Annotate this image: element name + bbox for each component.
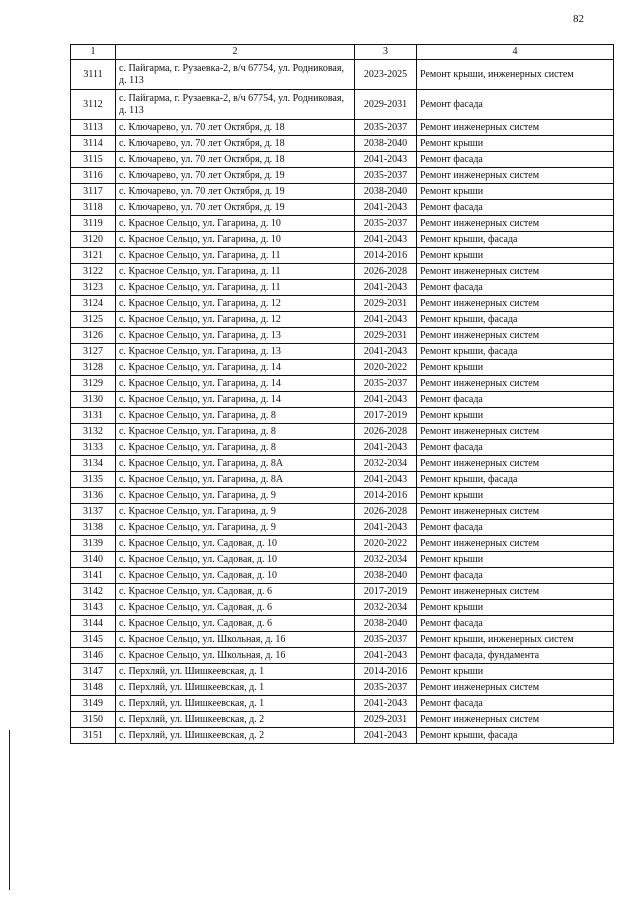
period-cell: 2038-2040: [355, 616, 417, 632]
table-row: [71, 712, 614, 728]
table-row: [71, 232, 614, 248]
table-row: [71, 520, 614, 536]
row-number-cell: 3119: [71, 216, 116, 232]
address-cell: с. Ключарево, ул. 70 лет Октября, д. 18: [116, 152, 355, 168]
period-cell: 2038-2040: [355, 136, 417, 152]
period-cell: 2014-2016: [355, 488, 417, 504]
row-number-cell: 3136: [71, 488, 116, 504]
period-cell: 2017-2019: [355, 408, 417, 424]
row-number-cell: 3150: [71, 712, 116, 728]
table-row: [71, 696, 614, 712]
address-cell: с. Красное Сельцо, ул. Гагарина, д. 12: [116, 296, 355, 312]
row-number-cell: 3126: [71, 328, 116, 344]
works-cell: Ремонт инженерных систем: [417, 168, 614, 184]
table-row: [71, 568, 614, 584]
table-row: [71, 408, 614, 424]
address-cell: с. Ключарево, ул. 70 лет Октября, д. 19: [116, 168, 355, 184]
period-cell: 2029-2031: [355, 296, 417, 312]
address-cell: с. Красное Сельцо, ул. Садовая, д. 6: [116, 600, 355, 616]
table-row: [71, 328, 614, 344]
row-number-cell: 3131: [71, 408, 116, 424]
table-row: [71, 376, 614, 392]
table-row: [71, 680, 614, 696]
works-cell: Ремонт инженерных систем: [417, 376, 614, 392]
row-number-cell: 3113: [71, 120, 116, 136]
period-cell: 2014-2016: [355, 248, 417, 264]
table-row: [71, 552, 614, 568]
table-row: [71, 152, 614, 168]
table-header: [71, 45, 614, 60]
row-number-cell: 3130: [71, 392, 116, 408]
row-number-cell: 3147: [71, 664, 116, 680]
works-cell: Ремонт крыши, фасада: [417, 312, 614, 328]
period-cell: 2020-2022: [355, 536, 417, 552]
address-cell: с. Красное Сельцо, ул. Гагарина, д. 13: [116, 344, 355, 360]
address-cell: с. Ключарево, ул. 70 лет Октября, д. 18: [116, 136, 355, 152]
row-number-cell: 3128: [71, 360, 116, 376]
period-cell: 2041-2043: [355, 152, 417, 168]
row-number-cell: 3134: [71, 456, 116, 472]
row-number-cell: 3137: [71, 504, 116, 520]
address-cell: с. Красное Сельцо, ул. Садовая, д. 10: [116, 568, 355, 584]
period-cell: 2014-2016: [355, 664, 417, 680]
address-cell: с. Красное Сельцо, ул. Школьная, д. 16: [116, 648, 355, 664]
address-cell: с. Красное Сельцо, ул. Гагарина, д. 8А: [116, 456, 355, 472]
address-cell: с. Красное Сельцо, ул. Гагарина, д. 8: [116, 440, 355, 456]
row-number-cell: 3121: [71, 248, 116, 264]
period-cell: 2041-2043: [355, 696, 417, 712]
table-row: [71, 248, 614, 264]
period-cell: 2032-2034: [355, 456, 417, 472]
table-row: [71, 296, 614, 312]
address-cell: с. Красное Сельцо, ул. Гагарина, д. 8: [116, 408, 355, 424]
address-cell: с. Красное Сельцо, ул. Гагарина, д. 8: [116, 424, 355, 440]
period-cell: 2017-2019: [355, 584, 417, 600]
row-number-cell: 3114: [71, 136, 116, 152]
works-cell: Ремонт фасада: [417, 440, 614, 456]
address-cell: с. Красное Сельцо, ул. Гагарина, д. 14: [116, 360, 355, 376]
period-cell: 2026-2028: [355, 424, 417, 440]
period-cell: 2035-2037: [355, 168, 417, 184]
period-cell: 2029-2031: [355, 712, 417, 728]
address-cell: с. Перхляй, ул. Шишкеевская, д. 1: [116, 696, 355, 712]
table-row: [71, 344, 614, 360]
table-row: [71, 440, 614, 456]
works-cell: Ремонт крыши: [417, 360, 614, 376]
period-cell: 2041-2043: [355, 520, 417, 536]
period-cell: 2035-2037: [355, 376, 417, 392]
works-cell: Ремонт инженерных систем: [417, 536, 614, 552]
works-cell: Ремонт инженерных систем: [417, 328, 614, 344]
period-cell: 2041-2043: [355, 312, 417, 328]
table-row: [71, 584, 614, 600]
works-cell: Ремонт крыши: [417, 664, 614, 680]
table-row: [71, 60, 614, 90]
table-row: [71, 536, 614, 552]
table-row: [71, 504, 614, 520]
address-cell: с. Красное Сельцо, ул. Садовая, д. 6: [116, 616, 355, 632]
row-number-cell: 3127: [71, 344, 116, 360]
table-row: [71, 456, 614, 472]
address-cell: с. Красное Сельцо, ул. Гагарина, д. 11: [116, 280, 355, 296]
works-cell: Ремонт инженерных систем: [417, 712, 614, 728]
address-cell: с. Красное Сельцо, ул. Гагарина, д. 14: [116, 392, 355, 408]
period-cell: 2041-2043: [355, 200, 417, 216]
table-row: [71, 616, 614, 632]
works-cell: Ремонт инженерных систем: [417, 584, 614, 600]
header-row: [71, 45, 614, 60]
works-cell: Ремонт фасада: [417, 90, 614, 120]
row-number-cell: 3138: [71, 520, 116, 536]
row-number-cell: 3115: [71, 152, 116, 168]
page-number: 82: [573, 13, 584, 25]
works-cell: Ремонт крыши: [417, 552, 614, 568]
address-cell: с. Красное Сельцо, ул. Гагарина, д. 9: [116, 520, 355, 536]
table-row: [71, 120, 614, 136]
table-row: [71, 392, 614, 408]
period-cell: 2026-2028: [355, 504, 417, 520]
period-cell: 2029-2031: [355, 328, 417, 344]
row-number-cell: 3140: [71, 552, 116, 568]
period-cell: 2041-2043: [355, 440, 417, 456]
table-row: [71, 360, 614, 376]
address-cell: с. Ключарево, ул. 70 лет Октября, д. 19: [116, 200, 355, 216]
row-number-cell: 3146: [71, 648, 116, 664]
table-row: [71, 488, 614, 504]
period-cell: 2035-2037: [355, 120, 417, 136]
works-cell: Ремонт инженерных систем: [417, 264, 614, 280]
repair-schedule-table: [70, 44, 614, 744]
period-cell: 2041-2043: [355, 232, 417, 248]
period-cell: 2023-2025: [355, 60, 417, 90]
works-cell: Ремонт фасада: [417, 616, 614, 632]
table-row: [71, 312, 614, 328]
works-cell: Ремонт фасада: [417, 392, 614, 408]
address-cell: с. Красное Сельцо, ул. Гагарина, д. 9: [116, 504, 355, 520]
period-cell: 2032-2034: [355, 552, 417, 568]
row-number-cell: 3151: [71, 728, 116, 744]
address-cell: с. Красное Сельцо, ул. Гагарина, д. 8А: [116, 472, 355, 488]
period-cell: 2041-2043: [355, 648, 417, 664]
works-cell: Ремонт инженерных систем: [417, 216, 614, 232]
works-cell: Ремонт крыши, фасада: [417, 232, 614, 248]
period-cell: 2041-2043: [355, 280, 417, 296]
period-cell: 2041-2043: [355, 344, 417, 360]
works-cell: Ремонт фасада: [417, 520, 614, 536]
works-cell: Ремонт крыши, инженерных систем: [417, 60, 614, 90]
row-number-cell: 3135: [71, 472, 116, 488]
table-row: [71, 264, 614, 280]
address-cell: с. Пайгарма, г. Рузаевка-2, в/ч 67754, ул. Родниковая, д. 113: [116, 90, 355, 120]
works-cell: Ремонт инженерных систем: [417, 504, 614, 520]
table-row: [71, 648, 614, 664]
address-cell: с. Ключарево, ул. 70 лет Октября, д. 18: [116, 120, 355, 136]
row-number-cell: 3148: [71, 680, 116, 696]
table-row: [71, 632, 614, 648]
row-number-cell: 3123: [71, 280, 116, 296]
row-number-cell: 3120: [71, 232, 116, 248]
column-header-4: 4: [417, 45, 614, 60]
address-cell: с. Красное Сельцо, ул. Садовая, д. 10: [116, 536, 355, 552]
works-cell: Ремонт крыши, инженерных систем: [417, 632, 614, 648]
works-cell: Ремонт фасада: [417, 280, 614, 296]
address-cell: с. Красное Сельцо, ул. Гагарина, д. 14: [116, 376, 355, 392]
works-cell: Ремонт крыши: [417, 184, 614, 200]
table-row: [71, 90, 614, 120]
row-number-cell: 3139: [71, 536, 116, 552]
period-cell: 2041-2043: [355, 392, 417, 408]
works-cell: Ремонт фасада: [417, 568, 614, 584]
table-row: [71, 728, 614, 744]
row-number-cell: 3133: [71, 440, 116, 456]
table-row: [71, 200, 614, 216]
row-number-cell: 3111: [71, 60, 116, 90]
address-cell: с. Красное Сельцо, ул. Гагарина, д. 12: [116, 312, 355, 328]
period-cell: 2020-2022: [355, 360, 417, 376]
address-cell: с. Пайгарма, г. Рузаевка-2, в/ч 67754, ул. Родниковая, д. 113: [116, 60, 355, 90]
works-cell: Ремонт крыши: [417, 248, 614, 264]
works-cell: Ремонт крыши, фасада: [417, 344, 614, 360]
row-number-cell: 3149: [71, 696, 116, 712]
period-cell: 2026-2028: [355, 264, 417, 280]
address-cell: с. Перхляй, ул. Шишкеевская, д. 2: [116, 728, 355, 744]
address-cell: с. Красное Сельцо, ул. Садовая, д. 6: [116, 584, 355, 600]
period-cell: 2032-2034: [355, 600, 417, 616]
works-cell: Ремонт инженерных систем: [417, 424, 614, 440]
address-cell: с. Красное Сельцо, ул. Гагарина, д. 11: [116, 264, 355, 280]
table-row: [71, 136, 614, 152]
works-cell: Ремонт инженерных систем: [417, 120, 614, 136]
period-cell: 2035-2037: [355, 632, 417, 648]
works-cell: Ремонт крыши: [417, 488, 614, 504]
table-row: [71, 184, 614, 200]
works-cell: Ремонт крыши: [417, 136, 614, 152]
works-cell: Ремонт крыши, фасада: [417, 728, 614, 744]
address-cell: с. Ключарево, ул. 70 лет Октября, д. 19: [116, 184, 355, 200]
row-number-cell: 3143: [71, 600, 116, 616]
period-cell: 2029-2031: [355, 90, 417, 120]
row-number-cell: 3132: [71, 424, 116, 440]
table-row: [71, 216, 614, 232]
row-number-cell: 3124: [71, 296, 116, 312]
address-cell: с. Красное Сельцо, ул. Гагарина, д. 10: [116, 232, 355, 248]
row-number-cell: 3117: [71, 184, 116, 200]
period-cell: 2041-2043: [355, 472, 417, 488]
period-cell: 2038-2040: [355, 184, 417, 200]
table-row: [71, 168, 614, 184]
works-cell: Ремонт инженерных систем: [417, 680, 614, 696]
period-cell: 2041-2043: [355, 728, 417, 744]
table-row: [71, 664, 614, 680]
period-cell: 2035-2037: [355, 680, 417, 696]
address-cell: с. Красное Сельцо, ул. Гагарина, д. 10: [116, 216, 355, 232]
works-cell: Ремонт фасада, фундамента: [417, 648, 614, 664]
address-cell: с. Красное Сельцо, ул. Гагарина, д. 9: [116, 488, 355, 504]
row-number-cell: 3116: [71, 168, 116, 184]
table-body: [71, 60, 614, 744]
works-cell: Ремонт инженерных систем: [417, 456, 614, 472]
works-cell: Ремонт крыши: [417, 408, 614, 424]
period-cell: 2038-2040: [355, 568, 417, 584]
address-cell: с. Красное Сельцо, ул. Садовая, д. 10: [116, 552, 355, 568]
address-cell: с. Перхляй, ул. Шишкеевская, д. 1: [116, 664, 355, 680]
address-cell: с. Красное Сельцо, ул. Школьная, д. 16: [116, 632, 355, 648]
column-header-3: 3: [355, 45, 417, 60]
table-row: [71, 600, 614, 616]
works-cell: Ремонт фасада: [417, 152, 614, 168]
address-cell: с. Красное Сельцо, ул. Гагарина, д. 13: [116, 328, 355, 344]
table-row: [71, 472, 614, 488]
address-cell: с. Перхляй, ул. Шишкеевская, д. 2: [116, 712, 355, 728]
row-number-cell: 3122: [71, 264, 116, 280]
period-cell: 2035-2037: [355, 216, 417, 232]
works-cell: Ремонт фасада: [417, 696, 614, 712]
table-row: [71, 280, 614, 296]
row-number-cell: 3142: [71, 584, 116, 600]
row-number-cell: 3118: [71, 200, 116, 216]
table-row: [71, 424, 614, 440]
works-cell: Ремонт крыши: [417, 600, 614, 616]
works-cell: Ремонт фасада: [417, 200, 614, 216]
margin-rule: [9, 730, 10, 890]
row-number-cell: 3144: [71, 616, 116, 632]
address-cell: с. Красное Сельцо, ул. Гагарина, д. 11: [116, 248, 355, 264]
column-header-2: 2: [116, 45, 355, 60]
row-number-cell: 3112: [71, 90, 116, 120]
address-cell: с. Перхляй, ул. Шишкеевская, д. 1: [116, 680, 355, 696]
works-cell: Ремонт крыши, фасада: [417, 472, 614, 488]
row-number-cell: 3141: [71, 568, 116, 584]
column-header-1: 1: [71, 45, 116, 60]
row-number-cell: 3129: [71, 376, 116, 392]
row-number-cell: 3125: [71, 312, 116, 328]
row-number-cell: 3145: [71, 632, 116, 648]
works-cell: Ремонт инженерных систем: [417, 296, 614, 312]
